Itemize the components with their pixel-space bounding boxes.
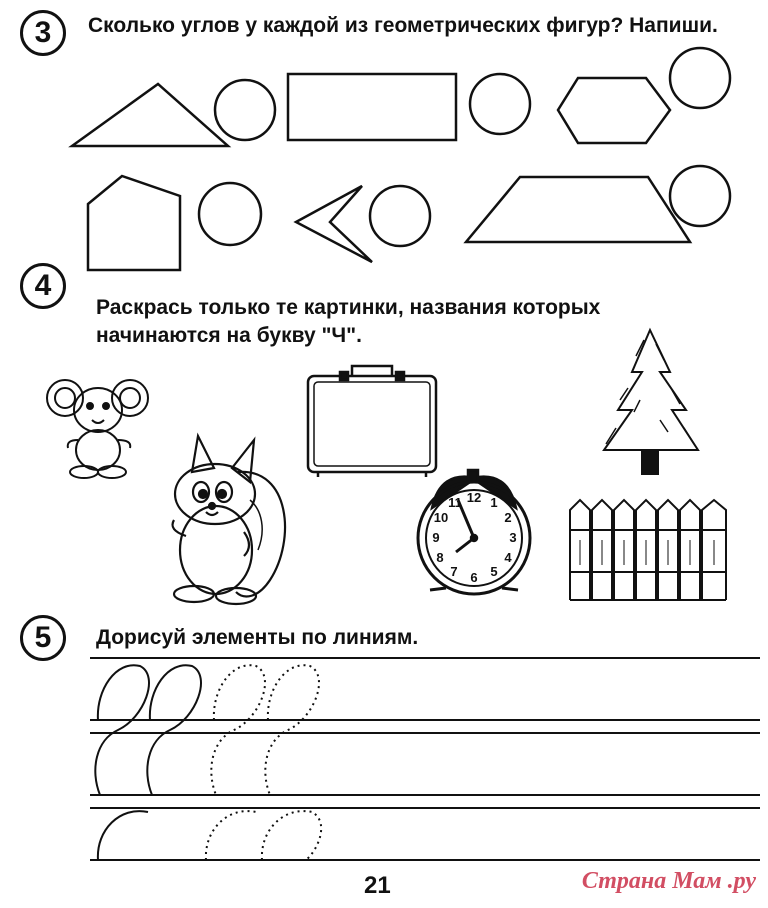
cheburashka-picture[interactable] <box>47 380 148 478</box>
fir-tree-picture[interactable] <box>604 330 698 474</box>
clock-number-7: 7 <box>450 564 458 579</box>
suitcase-picture[interactable] <box>308 366 436 477</box>
task-4-number: 4 <box>20 263 66 309</box>
clock-number-10: 10 <box>433 510 449 525</box>
clock-number-3: 3 <box>509 530 517 545</box>
alarm-clock-picture[interactable] <box>418 470 530 594</box>
page-number: 21 <box>364 872 391 899</box>
clock-number-6: 6 <box>470 570 478 585</box>
task-4-instruction-line1: Раскрась только те картинки, названия которых <box>96 296 601 319</box>
trace-loop-row1[interactable] <box>211 665 319 795</box>
clock-number-5: 5 <box>490 564 498 579</box>
answer-circle-hexagon[interactable] <box>670 48 730 108</box>
sample-loop-row2 <box>98 811 148 860</box>
clock-number-11: 11 <box>448 495 462 510</box>
pentagon-house-shape <box>88 176 180 270</box>
trapezoid-shape <box>466 177 690 242</box>
task-3-instruction: Сколько углов у каждой из геометрических фигур? Напиши. <box>88 14 718 37</box>
clock-number-12: 12 <box>466 490 482 505</box>
answer-circle-pentagon[interactable] <box>199 183 261 245</box>
sample-loop-row1 <box>95 665 201 795</box>
chevron-shape <box>296 186 372 262</box>
task-4-instruction-line2: начинаются на букву "Ч". <box>96 324 362 347</box>
clock-number-9: 9 <box>432 530 440 545</box>
clock-number-8: 8 <box>436 550 444 565</box>
clock-number-4: 4 <box>504 550 512 565</box>
fence-picture[interactable] <box>570 500 726 600</box>
site-watermark: Страна Мам .ру <box>581 868 756 894</box>
clock-number-1: 1 <box>490 495 498 510</box>
answer-circle-trapezoid[interactable] <box>670 166 730 226</box>
task-5-instruction: Дорисуй элементы по линиям. <box>96 626 419 649</box>
hexagon-shape <box>558 78 670 143</box>
answer-circle-rectangle[interactable] <box>470 74 530 134</box>
trace-loop-row2[interactable] <box>206 811 321 860</box>
task-3-number: 3 <box>20 10 66 56</box>
rectangle-shape <box>288 74 456 140</box>
squirrel-picture[interactable] <box>173 436 286 604</box>
clock-number-2: 2 <box>504 510 512 525</box>
task-5-number: 5 <box>20 615 66 661</box>
answer-circle-chevron[interactable] <box>370 186 430 246</box>
handwriting-lines <box>90 658 760 860</box>
answer-circle-triangle[interactable] <box>215 80 275 140</box>
triangle-shape <box>72 84 228 146</box>
